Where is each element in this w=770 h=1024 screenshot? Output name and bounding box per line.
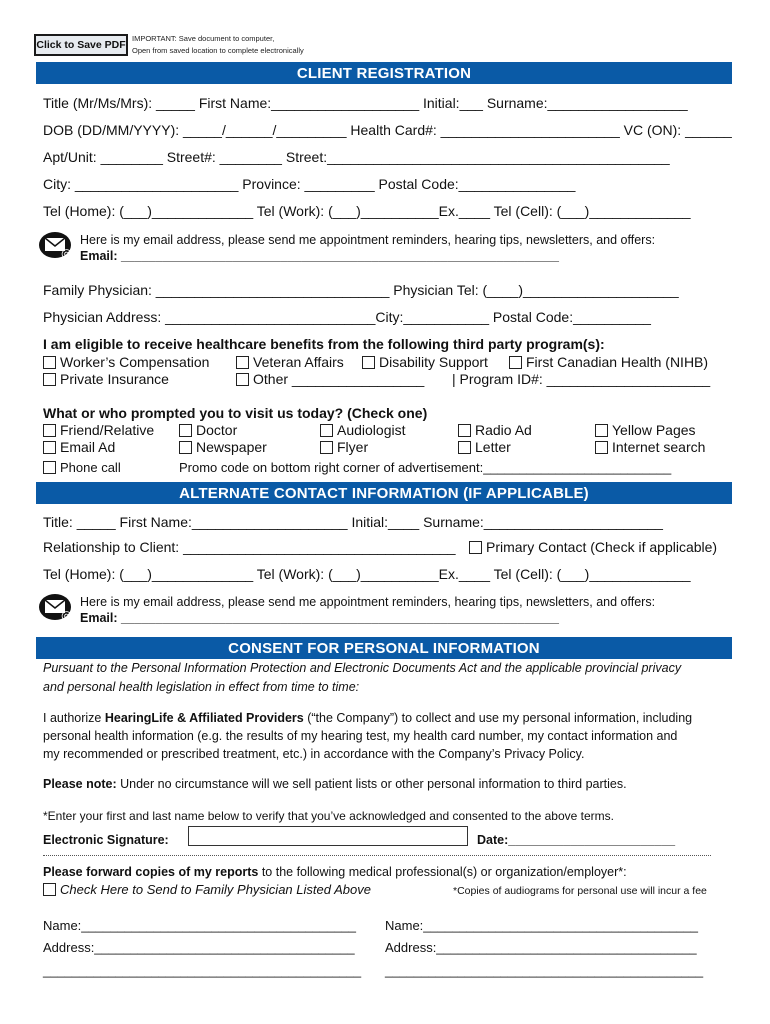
prompt-letter[interactable]: Letter — [458, 439, 511, 456]
checkbox[interactable] — [469, 541, 482, 554]
prompt-flyer[interactable]: Flyer — [320, 439, 368, 456]
prompt-newspaper[interactable]: Newspaper — [179, 439, 267, 456]
client-dob-line[interactable]: DOB (DD/MM/YYYY): _____/______/_________ Health Card#: _______________________ VC (ON): ______ — [43, 122, 732, 138]
checkbox[interactable] — [458, 424, 471, 437]
send-to-physician-checkbox[interactable]: Check Here to Send to Family Physician Listed Above — [43, 881, 371, 898]
dotted-divider — [43, 855, 711, 856]
important-note — [132, 33, 304, 57]
client-title-line[interactable]: Title (Mr/Ms/Mrs): _____ First Name:___________________ Initial:___ Surname:__________________ — [43, 95, 688, 111]
prompt-audiologist[interactable]: Audiologist — [320, 422, 406, 439]
checkbox[interactable] — [509, 356, 522, 369]
consent-authorize-2: personal health information (e.g. the results of my hearing test, my health card number, my contact information and — [43, 729, 678, 743]
checkbox[interactable] — [43, 883, 56, 896]
consent-verify-text: *Enter your first and last name below to verify that you’ve acknowledged and consented to the above terms. — [43, 809, 614, 823]
electronic-signature-input[interactable] — [188, 826, 468, 846]
checkbox[interactable] — [236, 356, 249, 369]
alt-relationship-line[interactable]: Relationship to Client: ___________________________________ — [43, 539, 456, 555]
address-left-line-2[interactable]: ____________________________________________ — [43, 963, 362, 978]
save-pdf-button[interactable]: Click to Save PDF — [34, 34, 128, 56]
prompt-internet-search[interactable]: Internet search — [595, 439, 705, 456]
copies-fee-note: *Copies of audiograms for personal use will incur a fee — [453, 885, 707, 897]
checkbox[interactable] — [43, 441, 56, 454]
checkbox[interactable] — [320, 424, 333, 437]
promo-code-field[interactable]: Promo code on bottom right corner of advertisement:__________________________ — [179, 460, 672, 475]
checkbox[interactable] — [595, 424, 608, 437]
benefit-veteran-affairs[interactable]: Veteran Affairs — [236, 354, 344, 371]
client-email-field[interactable]: Email: _______________________________________________________________ — [80, 249, 559, 263]
checkbox[interactable] — [179, 424, 192, 437]
checkbox[interactable] — [320, 441, 333, 454]
consent-intro-1: Pursuant to the Personal Information Protection and Electronic Documents Act and the applicable provincial privacy — [43, 661, 682, 675]
prompt-friend[interactable]: Friend/Relative — [43, 422, 154, 439]
name-left-field[interactable]: Name:______________________________________ — [43, 918, 357, 933]
checkbox[interactable] — [458, 441, 471, 454]
prompt-yellow-pages[interactable]: Yellow Pages — [595, 422, 696, 439]
physician-address-line[interactable]: Physician Address: ___________________________City:___________ Postal Code:__________ — [43, 309, 651, 325]
benefit-disability-support[interactable]: Disability Support — [362, 354, 488, 371]
benefit-first-canadian-health[interactable]: First Canadian Health (NIHB) — [509, 354, 708, 371]
checkbox[interactable] — [43, 424, 56, 437]
checkbox[interactable] — [362, 356, 375, 369]
consent-intro-2: and personal health legislation in effect from time to time: — [43, 680, 360, 694]
benefits-heading: I am eligible to receive healthcare benefits from the following third party program(s): — [43, 336, 605, 352]
alt-tel-line[interactable]: Tel (Home): (___)_____________ Tel (Work): (___)__________Ex.____ Tel (Cell): (___)_____________ — [43, 566, 691, 582]
address-right-field[interactable]: Address:____________________________________ — [385, 940, 697, 955]
alt-title-line[interactable]: Title: _____ First Name:____________________ Initial:____ Surname:_______________________ — [43, 514, 663, 530]
email-icon — [38, 593, 74, 621]
forward-reports-text: Please forward copies of my reports to the following medical professional(s) or organization/employer*: — [43, 865, 627, 879]
email-icon — [38, 231, 74, 259]
consent-authorize-1: I authorize HearingLife & Affiliated Providers (“the Company”) to collect and use my personal information, including — [43, 711, 693, 725]
client-tel-line[interactable]: Tel (Home): (___)_____________ Tel (Work): (___)__________Ex.____ Tel (Cell): (___)_____________ — [43, 203, 691, 219]
checkbox[interactable] — [43, 461, 56, 474]
important-line-2: Open from saved location to complete electronically — [132, 46, 304, 55]
svg-text:@: @ — [61, 247, 72, 259]
benefit-workers-comp[interactable]: Worker’s Compensation — [43, 354, 209, 371]
prompt-doctor[interactable]: Doctor — [179, 422, 237, 439]
program-id-field[interactable]: | Program ID#: _____________________ — [452, 371, 711, 387]
signature-label: Electronic Signature: — [43, 833, 169, 847]
address-right-line-2[interactable]: ____________________________________________ — [385, 963, 704, 978]
client-email-text: Here is my email address, please send me appointment reminders, hearing tips, newsletters, and offers: — [80, 233, 656, 247]
prompt-phone-call[interactable]: Phone call — [43, 459, 121, 476]
prompt-radio-ad[interactable]: Radio Ad — [458, 422, 532, 439]
checkbox[interactable] — [179, 441, 192, 454]
address-left-field[interactable]: Address:____________________________________ — [43, 940, 355, 955]
checkbox[interactable] — [43, 356, 56, 369]
client-city-line[interactable]: City: _____________________ Province: _________ Postal Code:_______________ — [43, 176, 576, 192]
family-physician-line[interactable]: Family Physician: ______________________________ Physician Tel: (____)____________________ — [43, 282, 679, 298]
section-client-registration: CLIENT REGISTRATION — [36, 62, 732, 84]
date-field[interactable]: Date:________________________ — [477, 833, 676, 847]
name-right-field[interactable]: Name:______________________________________ — [385, 918, 699, 933]
alt-email-field[interactable]: Email: _______________________________________________________________ — [80, 611, 559, 625]
consent-authorize-3: my recommended or prescribed treatment, etc.) in accordance with the Company’s Privacy Policy. — [43, 747, 585, 761]
section-alternate-contact: ALTERNATE CONTACT INFORMATION (IF APPLICABLE) — [36, 482, 732, 504]
benefit-private-insurance[interactable]: Private Insurance — [43, 371, 169, 388]
alt-email-text: Here is my email address, please send me appointment reminders, hearing tips, newsletters, and offers: — [80, 595, 656, 609]
benefit-other[interactable]: Other _________________ — [236, 371, 424, 388]
alt-primary-contact[interactable]: Primary Contact (Check if applicable) — [469, 539, 717, 556]
checkbox[interactable] — [236, 373, 249, 386]
checkbox[interactable] — [43, 373, 56, 386]
prompted-heading: What or who prompted you to visit us today? (Check one) — [43, 405, 428, 421]
important-line-1: IMPORTANT: Save document to computer, — [132, 34, 275, 43]
client-address-line[interactable]: Apt/Unit: ________ Street#: ________ Street:____________________________________________ — [43, 149, 670, 165]
section-consent: CONSENT FOR PERSONAL INFORMATION — [36, 637, 732, 659]
svg-text:@: @ — [61, 609, 72, 621]
consent-please-note: Please note: Under no circumstance will we sell patient lists or other personal information to third parties. — [43, 777, 627, 791]
prompt-email-ad[interactable]: Email Ad — [43, 439, 115, 456]
checkbox[interactable] — [595, 441, 608, 454]
